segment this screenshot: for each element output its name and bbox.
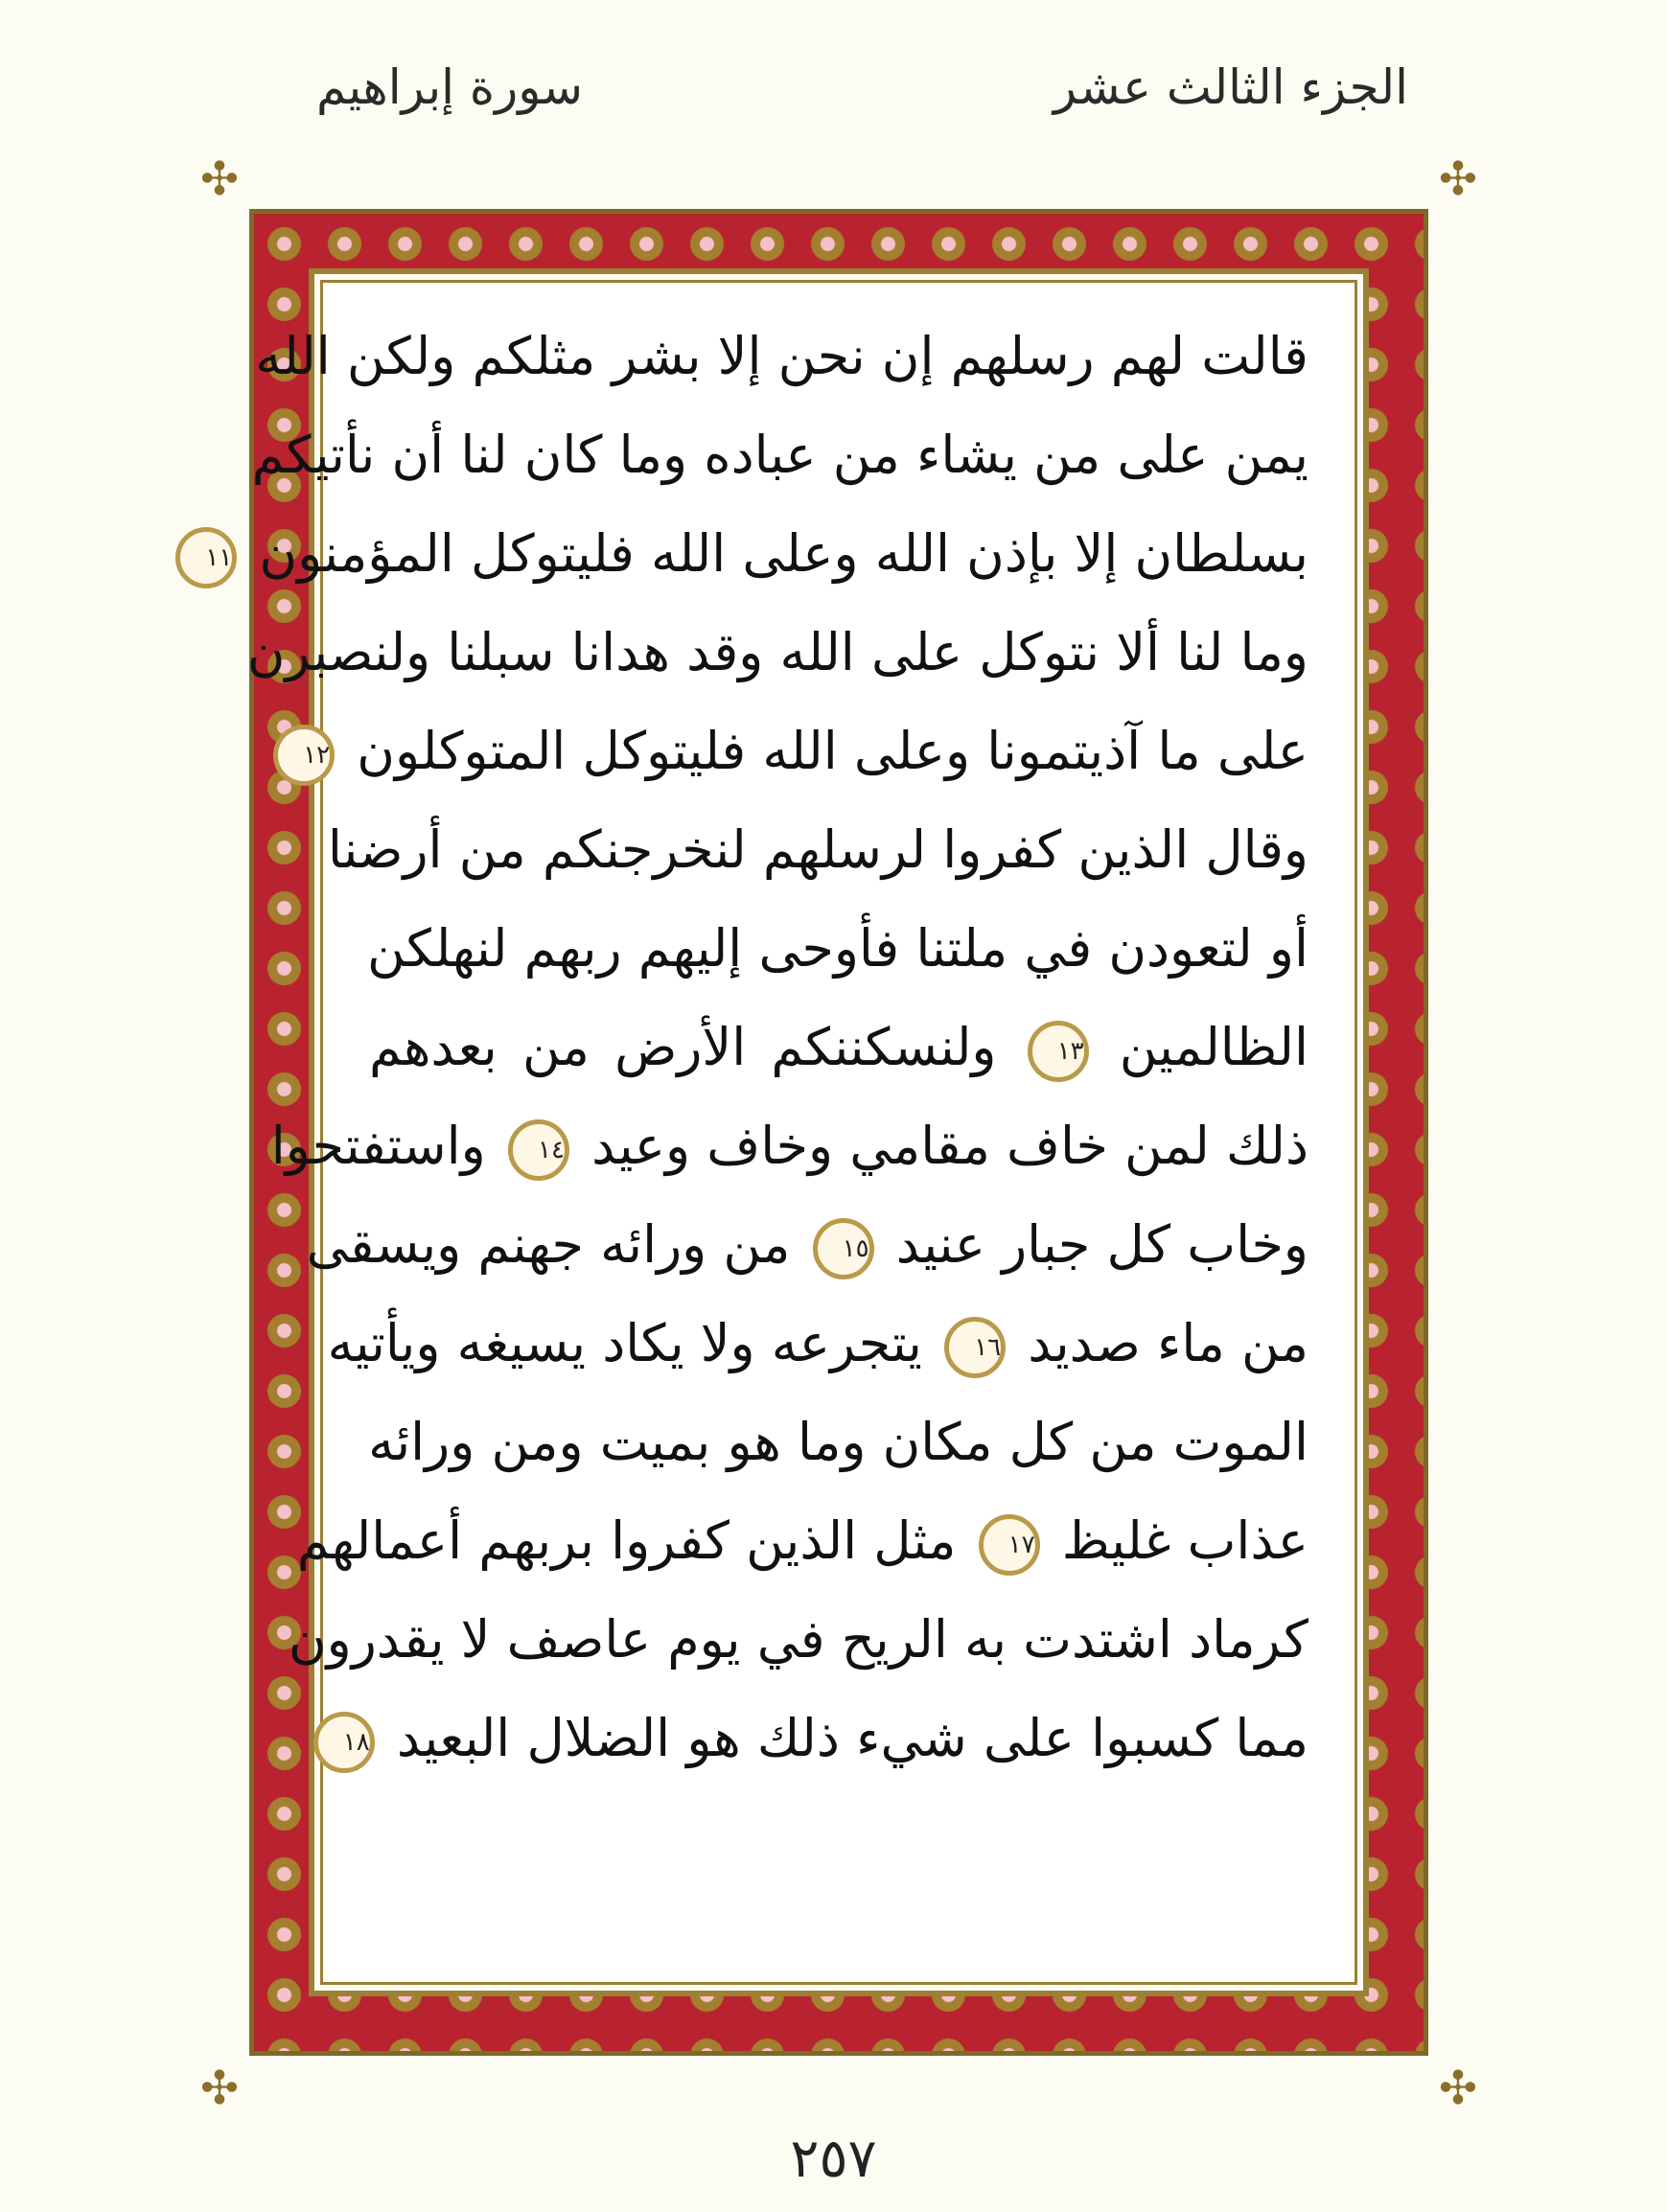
- text-line: يمن على من يشاء من عباده وما كان لنا أن نأتيكم: [251, 425, 1308, 485]
- ayah-number-marker: ١٨: [313, 1712, 375, 1773]
- ayah-number-marker: ١٤: [508, 1119, 569, 1181]
- text-line: قالت لهم رسلهم إن نحن إلا بشر مثلكم ولكن الله: [255, 326, 1308, 386]
- corner-ornament-icon: ✣: [1438, 2062, 1478, 2115]
- text-line: الموت من كل مكان وما هو بميت ومن ورائه: [368, 1412, 1308, 1472]
- text-line: الظالمين ١٣ ولنسكننكم الأرض من بعدهم: [369, 998, 1308, 1096]
- quran-text: [205, 307, 1309, 1955]
- ayah-number-marker: ١٧: [979, 1514, 1040, 1576]
- juz-title: الجزء الثالث عشر: [1053, 59, 1408, 115]
- text-line: على ما آذيتمونا وعلى الله فليتوكل المتوكلون ١٢: [369, 702, 1308, 800]
- ayah-number-marker: ١٢: [273, 725, 335, 786]
- corner-ornament-icon: ✣: [199, 152, 240, 206]
- text-line: كرماد اشتدت به الريح في يوم عاصف لا يقدرون: [289, 1609, 1308, 1670]
- ayah-number-marker: ١٣: [1028, 1021, 1089, 1082]
- text-line: عذاب غليظ ١٧ مثل الذين كفروا بربهم أعمالهم: [369, 1491, 1308, 1590]
- text-line: أو لتعودن في ملتنا فأوحى إليهم ربهم لنهلكن: [367, 918, 1308, 979]
- surah-title: سورة إبراهيم: [316, 59, 583, 115]
- text-line: مما كسبوا على شيء ذلك هو الضلال البعيد ١٨: [369, 1689, 1308, 1787]
- text-line: وما لنا ألا نتوكل على الله وقد هدانا سبلنا ولنصبرن: [246, 622, 1308, 682]
- corner-ornament-icon: ✣: [1438, 152, 1478, 206]
- ayah-number-marker: ١٦: [944, 1317, 1006, 1378]
- text-line: وقال الذين كفروا لرسلهم لنخرجنكم من أرضنا: [327, 819, 1308, 880]
- page-number: ٢٥٧: [790, 2128, 877, 2190]
- text-line: وخاب كل جبار عنيد ١٥ من ورائه جهنم ويسقى: [369, 1195, 1308, 1294]
- text-line: ذلك لمن خاف مقامي وخاف وعيد ١٤ واستفتحوا: [369, 1096, 1308, 1195]
- ayah-number-marker: ١١: [175, 527, 237, 588]
- ayah-number-marker: ١٥: [813, 1218, 874, 1279]
- text-line: بسلطان إلا بإذن الله وعلى الله فليتوكل المؤمنون ١١: [369, 504, 1308, 603]
- text-line: من ماء صديد ١٦ يتجرعه ولا يكاد يسيغه ويأتيه: [369, 1294, 1308, 1393]
- corner-ornament-icon: ✣: [199, 2062, 240, 2115]
